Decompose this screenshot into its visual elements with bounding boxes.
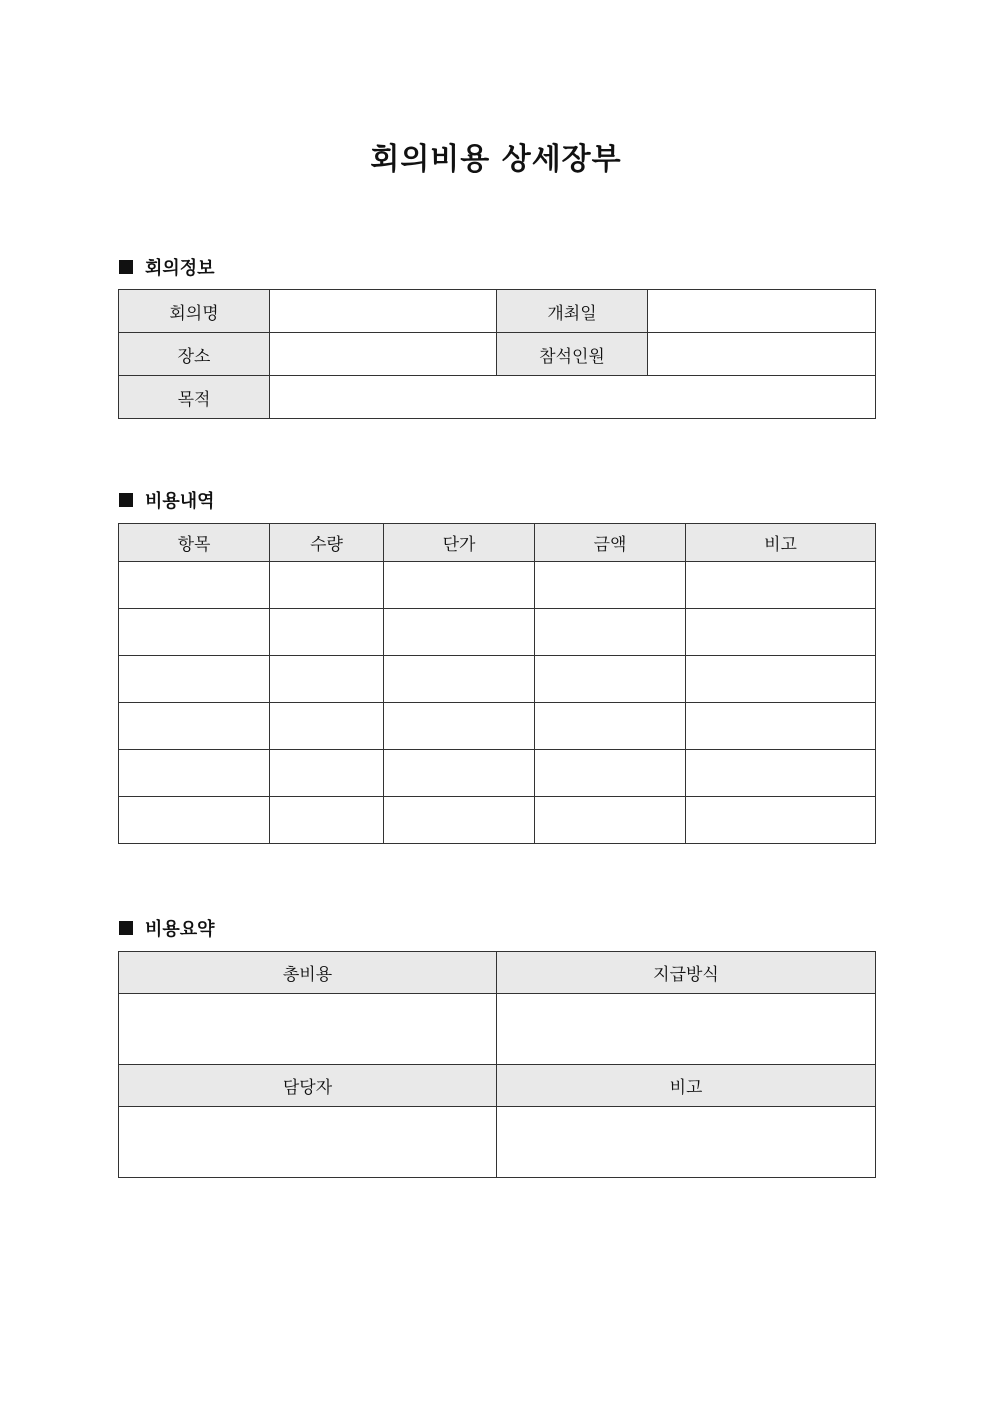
cell-amount[interactable] <box>535 562 686 609</box>
cell-amount[interactable] <box>535 703 686 750</box>
cell-item[interactable] <box>119 609 270 656</box>
cell-item[interactable] <box>119 703 270 750</box>
label-payment-method: 지급방식 <box>497 952 876 994</box>
table-header-row <box>119 524 876 562</box>
cell-quantity[interactable] <box>270 703 384 750</box>
cell-note[interactable] <box>686 609 876 656</box>
table-row <box>119 609 876 656</box>
table-row <box>119 1107 876 1178</box>
cell-unit-price[interactable] <box>384 797 535 844</box>
table-row <box>119 376 876 419</box>
label-summary-note: 비고 <box>497 1065 876 1107</box>
label-attendees: 참석인원 <box>497 333 648 376</box>
label-meeting-date: 개최일 <box>497 290 648 333</box>
column-header-quantity: 수량 <box>270 524 384 562</box>
label-total-cost: 총비용 <box>119 952 497 994</box>
cell-amount[interactable] <box>535 750 686 797</box>
column-header-unit-price: 단가 <box>384 524 535 562</box>
table-row <box>119 703 876 750</box>
cell-note[interactable] <box>686 656 876 703</box>
section-heading-info <box>119 254 215 280</box>
cell-note[interactable] <box>686 562 876 609</box>
cell-quantity[interactable] <box>270 750 384 797</box>
cell-unit-price[interactable] <box>384 656 535 703</box>
cell-unit-price[interactable] <box>384 562 535 609</box>
square-bullet-icon <box>119 921 133 935</box>
section-heading-costs <box>119 487 215 513</box>
table-header-row <box>119 1065 876 1107</box>
square-bullet-icon <box>119 260 133 274</box>
table-row <box>119 562 876 609</box>
table-row <box>119 656 876 703</box>
cell-item[interactable] <box>119 750 270 797</box>
cell-quantity[interactable] <box>270 797 384 844</box>
table-header-row <box>119 952 876 994</box>
column-header-amount: 금액 <box>535 524 686 562</box>
field-place[interactable] <box>270 333 497 376</box>
section-heading-label: 회의정보 <box>145 258 215 279</box>
label-place: 장소 <box>119 333 270 376</box>
cost-details-table <box>118 523 876 844</box>
field-attendees[interactable] <box>648 333 876 376</box>
field-summary-note[interactable] <box>497 1107 876 1178</box>
cell-note[interactable] <box>686 750 876 797</box>
cell-unit-price[interactable] <box>384 609 535 656</box>
column-header-note: 비고 <box>686 524 876 562</box>
cell-unit-price[interactable] <box>384 750 535 797</box>
cell-amount[interactable] <box>535 656 686 703</box>
field-payment-method[interactable] <box>497 994 876 1065</box>
table-row <box>119 797 876 844</box>
label-meeting-name: 회의명 <box>119 290 270 333</box>
cell-amount[interactable] <box>535 609 686 656</box>
cell-note[interactable] <box>686 797 876 844</box>
cell-item[interactable] <box>119 562 270 609</box>
table-row <box>119 994 876 1065</box>
cell-unit-price[interactable] <box>384 703 535 750</box>
label-manager: 담당자 <box>119 1065 497 1107</box>
page-title: 회의비용 상세장부 <box>370 142 622 177</box>
section-heading-label: 비용요약 <box>145 919 215 940</box>
cell-quantity[interactable] <box>270 656 384 703</box>
cell-quantity[interactable] <box>270 562 384 609</box>
field-meeting-date[interactable] <box>648 290 876 333</box>
table-row <box>119 750 876 797</box>
column-header-item: 항목 <box>119 524 270 562</box>
meeting-info-table <box>118 289 876 419</box>
cell-quantity[interactable] <box>270 609 384 656</box>
cell-item[interactable] <box>119 797 270 844</box>
cell-item[interactable] <box>119 656 270 703</box>
section-heading-label: 비용내역 <box>145 491 215 512</box>
cell-amount[interactable] <box>535 797 686 844</box>
cost-summary-table <box>118 951 876 1178</box>
table-row <box>119 333 876 376</box>
square-bullet-icon <box>119 493 133 507</box>
cell-note[interactable] <box>686 703 876 750</box>
field-purpose[interactable] <box>270 376 876 419</box>
table-row <box>119 290 876 333</box>
field-total-cost[interactable] <box>119 994 497 1065</box>
field-manager[interactable] <box>119 1107 497 1178</box>
section-heading-summary <box>119 915 215 941</box>
label-purpose: 목적 <box>119 376 270 419</box>
field-meeting-name[interactable] <box>270 290 497 333</box>
